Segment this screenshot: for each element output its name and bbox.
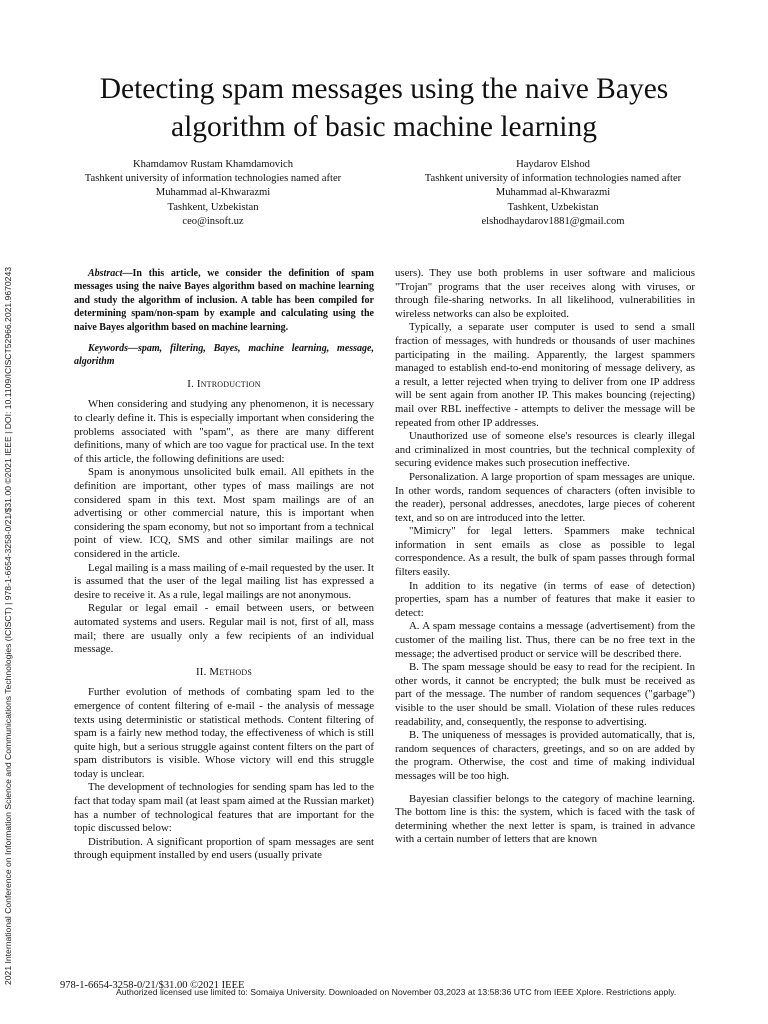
author-location: Tashkent, Uzbekistan (167, 201, 259, 213)
section-title: Methods (209, 665, 252, 678)
abstract-lead: Abstract (88, 268, 123, 279)
body-paragraph: A. A spam message contains a message (advertisement) from the customer of the mailing list. Thus, there can be no free text in the message; the advertised product or service will be described there. (395, 620, 695, 660)
keywords: Keywords—spam, filtering, Bayes, machine learning, message, algorithm (74, 343, 374, 368)
author-affiliation: Tashkent university of information technologies named after (84, 173, 342, 185)
body-paragraph: users). They use both problems in user software and malicious "Trojan" programs that the user receives along with viruses, or through file-sharing networks. In all likelihood, vulnerabilities in wireless networks can also be exploited. (395, 267, 695, 320)
body-paragraph: "Mimicry" for legal letters. Spammers make technical information in sent emails as close as possible to legal correspondence. As a result, the bulk of spam passes through formal filters easily. (395, 525, 695, 579)
abstract-text: —In this article, we consider the definition of spam messages using the naive Bayes algorithm based on machine learning and study the algorithm of inclusion. A table has been compiled for determining spam/non-spam by example and calculating using the naive Bayes algorithm based on machine learning. (74, 268, 374, 333)
section-number: II. (196, 665, 207, 678)
abstract (74, 267, 374, 334)
author-name: Khamdamov Rustam Khamdamovich (132, 159, 294, 170)
intro-paragraph: Spam is anonymous unsolicited bulk email. All epithets in the definition are important, other types of mass mailings are not considered spam in this text. Most spam mailings are of an advertising or other commercial nature, this is important when considering the spam economy, but not so important from a technical point of view. ICQ, SMS and other similar mailings are not considered in the article. (74, 466, 374, 560)
author-block-1 (48, 158, 378, 229)
author-affiliation: Muhammad al-Khwarazmi (495, 187, 611, 199)
body-paragraph: Bayesian classifier belongs to the category of machine learning. The bottom line is this: the system, which is faced with the task of determining whether the next letter is spam, is trained in advance with a certain number of letters that are known (395, 792, 695, 846)
methods-paragraph: The development of technologies for sending spam has led to the fact that today spam mail (at least spam aimed at the Russian market) has a number of technological features that are important for the topic discussed below: (74, 781, 374, 835)
methods-paragraph: Further evolution of methods of combating spam led to the emergence of content filtering of e-mail - the analysis of message texts using deterministic or statistical methods. Content filtering of spam is a fairly new method today, the effectiveness of which is still quite high, but a serious struggle against content filters on the part of spam distributors is visible. Whose victory will end this struggle today is unclear. (74, 686, 374, 780)
author-block-2 (388, 158, 718, 229)
author-location: Tashkent, Uzbekistan (507, 201, 599, 213)
body-paragraph: Unauthorized use of someone else's resources is clearly illegal and criminalized in most countries, but the technical complexity of securing evidence makes such prosecution ineffective. (395, 430, 695, 470)
intro-paragraph: When considering and studying any phenomenon, it is necessary to clearly define it. This is especially important when considering the problems associated with "spam", as there are many different definitions, many of which are too vague for practical use. In the text of this article, the following definitions are used: (74, 398, 374, 465)
side-banner (2, 155, 16, 985)
footer-license: Authorized licensed use limited to: Somaiya University. Downloaded on November 03,2023 at 13:58:36 UTC from IEEE Xplore. Restrictions apply. (116, 987, 677, 997)
author-email: elshodhaydarov1881@gmail.com (481, 215, 625, 227)
body-paragraph: Personalization. A large proportion of spam messages are unique. In other words, random sequences of characters (often invisible to the reader), personal addresses, anecdotes, large pieces of coherent text, and so on are introduced into the letter. (395, 470, 695, 524)
left-column (74, 267, 374, 863)
body-paragraph: B. The spam message should be easy to read for the recipient. In other words, it cannot be encrypted; the bulk must be received as part of the message. The number of random sequences ("garbage") visible to the user should be small. Violation of these rules reduces readability, and, consequently, the response to advertising. (395, 661, 695, 728)
section-number: I. (187, 377, 194, 390)
intro-paragraph: Regular or legal email - email between users, or between automated systems and users. Regular mail is not, first of all, mass mail; there are usually only a few recipients of an individual message. (74, 602, 374, 656)
paper-title: Detecting spam messages using the naive Bayes algorithm of basic machine learning (99, 73, 669, 143)
author-affiliation: Tashkent university of information technologies named after (424, 173, 682, 185)
body-paragraph: Typically, a separate user computer is used to send a small fraction of messages, with hundreds or thousands of user machines participating in the mailing. Apparently, the largest spammers managed to establish end-to-end monitoring of message delivery, as a result, a letter rejected when trying to deliver from one IP address will be sent again from another IP. This makes bouncing (rejecting) mail over RBL ineffective - attempts to deliver the message will be repeated from other IP addresses. (395, 321, 695, 429)
methods-paragraph: Distribution. A significant proportion of spam messages are sent through equipment installed by end users (usually private (74, 835, 374, 862)
section-title: Introduction (196, 377, 261, 390)
right-column (395, 267, 695, 847)
author-name: Haydarov Elshod (516, 159, 590, 170)
footer-isbn: 978-1-6654-3258-0/21/$31.00 ©2021 IEEE (60, 980, 245, 991)
conference-banner-text: 2021 International Conference on Information Science and Communications Technologies (ICISCT) | 978-1-6654-3258-0/21/$31.00 ©2021 IEEE | DOI: 10.1109/ICISCT52966.2021.9670243 (3, 266, 13, 985)
author-email: ceo@insoft.uz (182, 215, 244, 227)
body-paragraph: In addition to its negative (in terms of ease of detection) properties, spam has a number of features that make it easier to detect: (395, 579, 695, 619)
body-paragraph: B. The uniqueness of messages is provided automatically, that is, random sequences of characters, greetings, and so on are added by the program. Otherwise, the cost and time of making individual messages will be too high. (395, 729, 695, 782)
section-heading-methods (74, 666, 374, 680)
author-affiliation: Muhammad al-Khwarazmi (155, 187, 271, 199)
section-heading-introduction (74, 378, 374, 392)
intro-paragraph: Legal mailing is a mass mailing of e-mail requested by the user. It is assumed that the user of the legal mailing list has expressed a desire to receive it. As a rule, legal mailings are not anonymous. (74, 561, 374, 601)
